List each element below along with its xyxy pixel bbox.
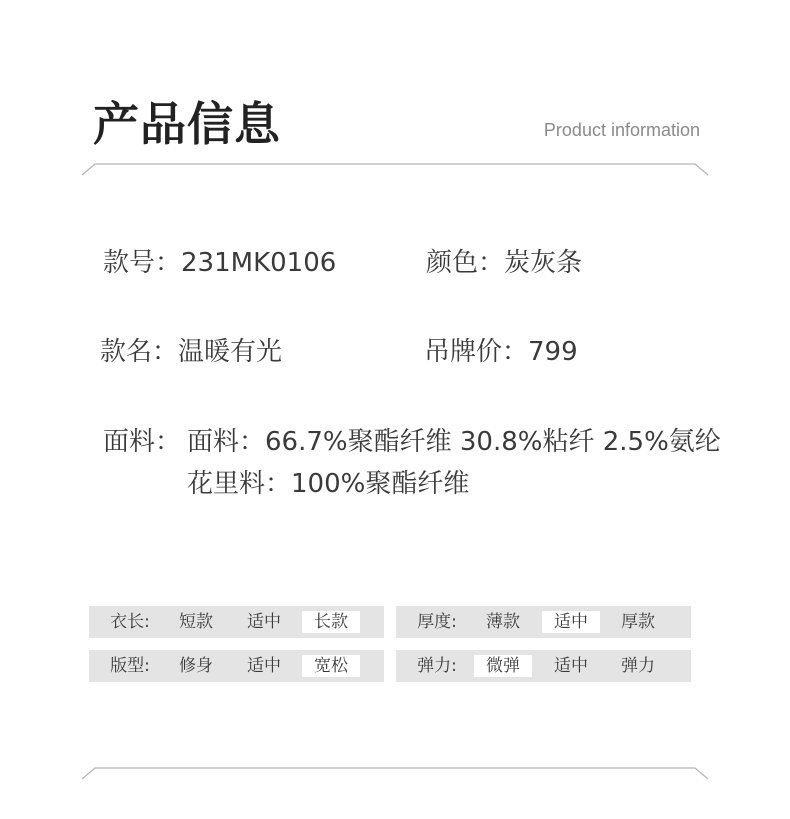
price-label: 吊牌价： (424, 337, 529, 367)
style-name-field (100, 331, 282, 368)
style-name-label: 款名： (100, 337, 179, 367)
spec-option: 适中 (247, 612, 281, 632)
spec-option: 短款 (179, 612, 213, 632)
spec-row-fit (89, 650, 384, 682)
spec-row-elasticity (396, 650, 691, 682)
fabric-label: 面料： (103, 427, 182, 457)
spec-option-selected: 长款 (302, 611, 360, 633)
spec-label: 弹力: (417, 656, 457, 676)
color-label: 颜色： (426, 248, 505, 278)
fabric-composition (187, 421, 727, 505)
spec-option: 适中 (554, 656, 588, 676)
spec-option: 厚款 (621, 612, 655, 632)
spec-option-selected: 宽松 (302, 655, 360, 677)
spec-option-selected: 适中 (542, 611, 600, 633)
fabric-main: 面料：66.7%聚酯纤维 30.8%粘纤 2.5%氨纶 (187, 427, 721, 457)
spec-option: 修身 (179, 656, 213, 676)
style-number-field (103, 242, 336, 279)
spec-option: 薄款 (486, 612, 520, 632)
spec-label: 版型: (110, 656, 150, 676)
style-number-label: 款号： (103, 248, 182, 278)
page-subtitle: Product information (543, 120, 700, 140)
spec-label: 厚度: (417, 612, 457, 632)
spec-option-selected: 微弹 (474, 655, 532, 677)
spec-row-thickness (396, 606, 691, 638)
bottom-divider (0, 762, 790, 782)
spec-label: 衣长: (110, 612, 150, 632)
spec-row-length (89, 606, 384, 638)
price-field (424, 331, 578, 368)
price-value: 799 (528, 337, 578, 367)
spec-option: 适中 (247, 656, 281, 676)
spec-option: 弹力 (621, 656, 655, 676)
fabric-lining: 花里料：100%聚酯纤维 (187, 469, 470, 499)
page-title: 产品信息 (93, 97, 281, 151)
style-name-value: 温暖有光 (178, 337, 283, 367)
color-value: 炭灰条 (504, 248, 583, 278)
style-number-value: 231MK0106 (181, 248, 337, 278)
color-field (426, 242, 582, 279)
top-divider (0, 158, 790, 178)
